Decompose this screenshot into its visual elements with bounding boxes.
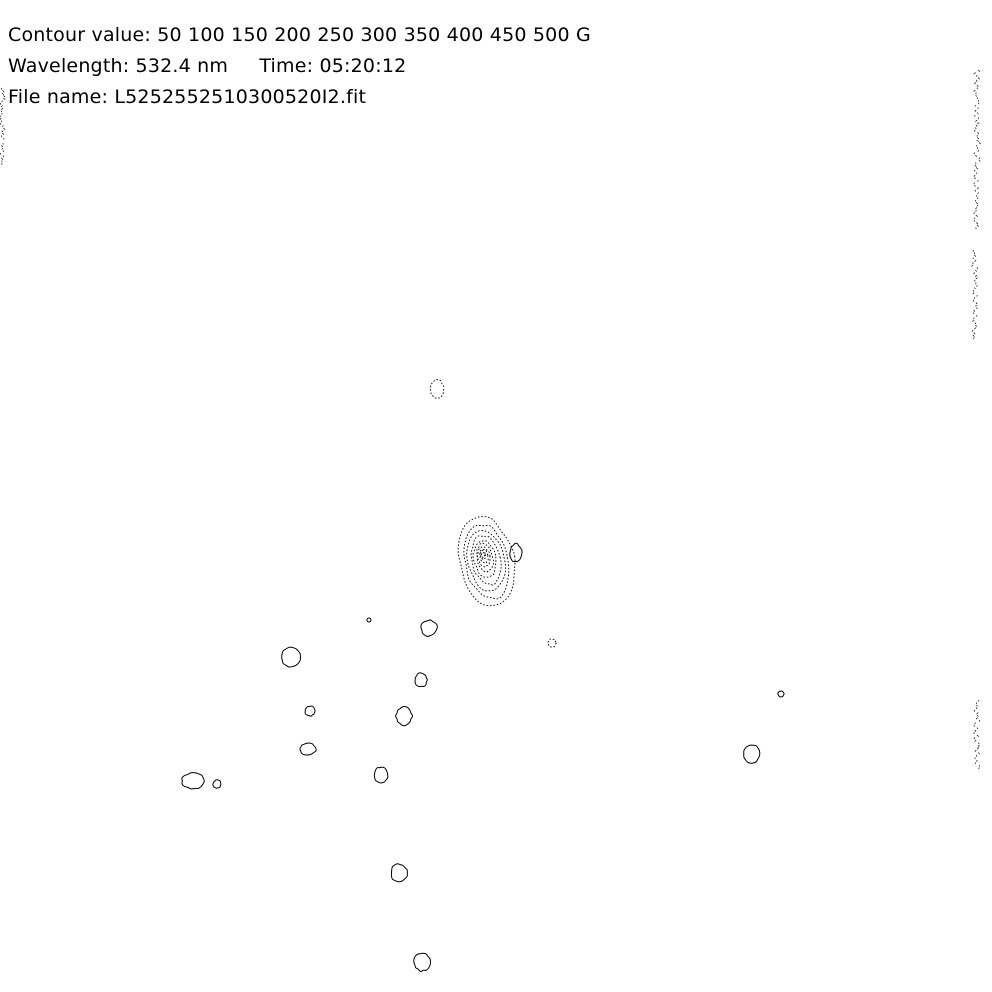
wavelength-time-line: Wavelength: 532.4 nm Time: 05:20:12	[8, 55, 407, 77]
noise-tick	[975, 288, 976, 290]
noise-tick	[974, 710, 975, 712]
plot-header	[8, 20, 591, 113]
noise-tick	[975, 170, 976, 172]
contour-value-line: Contour value: 50 100 150 200 250 300 350 400 450 500 G	[8, 24, 591, 46]
file-name-line: File name: L5252552510300520I2.fit	[8, 86, 367, 108]
noise-tick	[977, 285, 978, 287]
